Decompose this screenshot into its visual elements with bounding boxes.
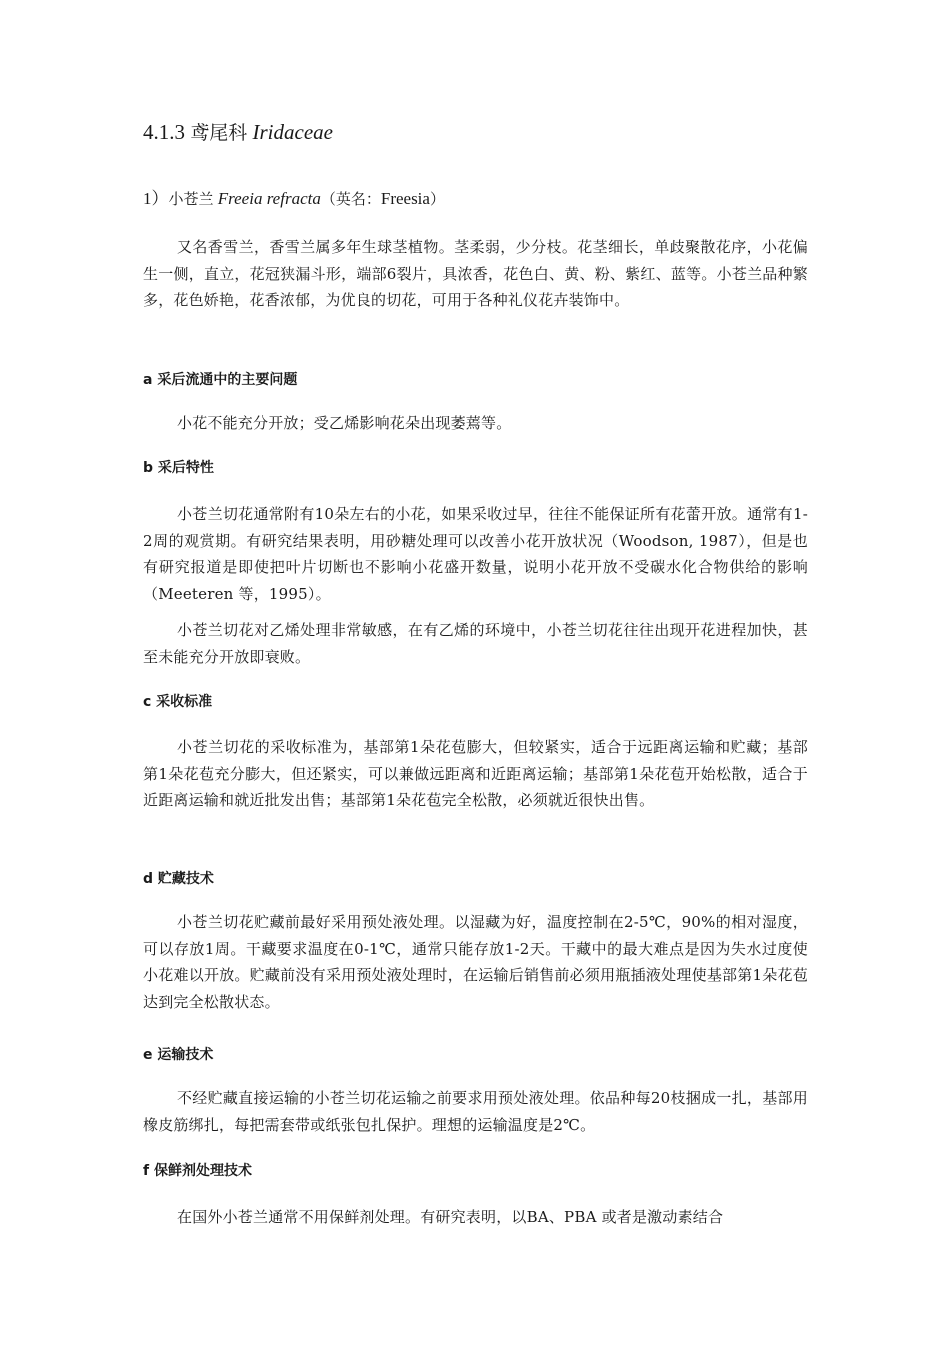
species-title [143, 186, 445, 212]
paragraph-a-1: 小花不能充分开放；受乙烯影响花朵出现萎蔫等。 [177, 414, 512, 432]
heading-c: c 采收标准 [143, 694, 213, 710]
section-name-latin: Iridaceae [252, 120, 333, 144]
species-english-open: （英名： [320, 190, 381, 208]
species-english-close: ） [429, 190, 445, 208]
paragraph-c-1: 小苍兰切花的采收标准为，基部第1朵花苞膨大，但较紧实，适合于远距离运输和贮藏；基部第1朵花苞充分膨大，但还紧实，可以兼做远距离和近距离运输；基部第1朵花苞开始松散，适合于近距离运输和就近批发出售；基部第1朵花苞完全松散，必须就近很快出售。 [143, 738, 808, 809]
species-name-cn: 小苍兰 [168, 190, 214, 208]
section-number: 4.1.3 [143, 120, 185, 144]
paragraph-b-1: 小苍兰切花通常附有10朵左右的小花，如果采收过早，往往不能保证所有花蕾开放。通常有1-2周的观赏期。有研究结果表明，用砂糖处理可以改善小花开放状况（Woodson, 1987），但是也有研究报道是即使把叶片切断也不影响小花盛开数量，说明小花开放不受碳水化合物供给的影响（Meeteren 等，1995）。 [143, 505, 808, 603]
species-name-latin: Freeia refracta [217, 189, 321, 208]
section-name-cn: 鸢尾科 [190, 122, 248, 144]
heading-a: a 采后流通中的主要问题 [143, 372, 298, 388]
paragraph-e-1: 不经贮藏直接运输的小苍兰切花运输之前要求用预处液处理。依品种每20枝捆成一扎，基部用橡皮筋绑扎，每把需套带或纸张包扎保护。理想的运输温度是2℃。 [143, 1089, 808, 1134]
section-title [143, 118, 333, 147]
heading-d: d 贮藏技术 [143, 871, 214, 887]
paragraph-b-2: 小苍兰切花对乙烯处理非常敏感，在有乙烯的环境中，小苍兰切花往往出现开花进程加快，甚至未能充分开放即衰败。 [143, 621, 808, 666]
intro-paragraph: 又名香雪兰，香雪兰属多年生球茎植物。茎柔弱，少分枝。花茎细长，单歧聚散花序，小花偏生一侧，直立，花冠狭漏斗形，端部6裂片，具浓香，花色白、黄、粉、紫红、蓝等。小苍兰品种繁多，花色娇艳，花香浓郁，为优良的切花，可用于各种礼仪花卉装饰中。 [143, 238, 808, 309]
heading-f: f 保鲜剂处理技术 [143, 1163, 252, 1179]
paragraph-f-1: 在国外小苍兰通常不用保鲜剂处理。有研究表明，以BA、PBA 或者是激动素结合 [177, 1208, 724, 1226]
species-prefix: 1） [143, 189, 169, 208]
paragraph-d-1: 小苍兰切花贮藏前最好采用预处液处理。以湿藏为好，温度控制在2-5℃，90%的相对湿度，可以存放1周。干藏要求温度在0-1℃，通常只能存放1-2天。干藏中的最大难点是因为失水过度使小花难以开放。贮藏前没有采用预处液处理时，在运输后销售前必须用瓶插液处理使基部第1朵花苞达到完全松散状态。 [143, 913, 808, 1011]
heading-e: e 运输技术 [143, 1047, 214, 1063]
heading-b: b 采后特性 [143, 460, 214, 476]
species-english-name: Freesia [380, 189, 430, 208]
